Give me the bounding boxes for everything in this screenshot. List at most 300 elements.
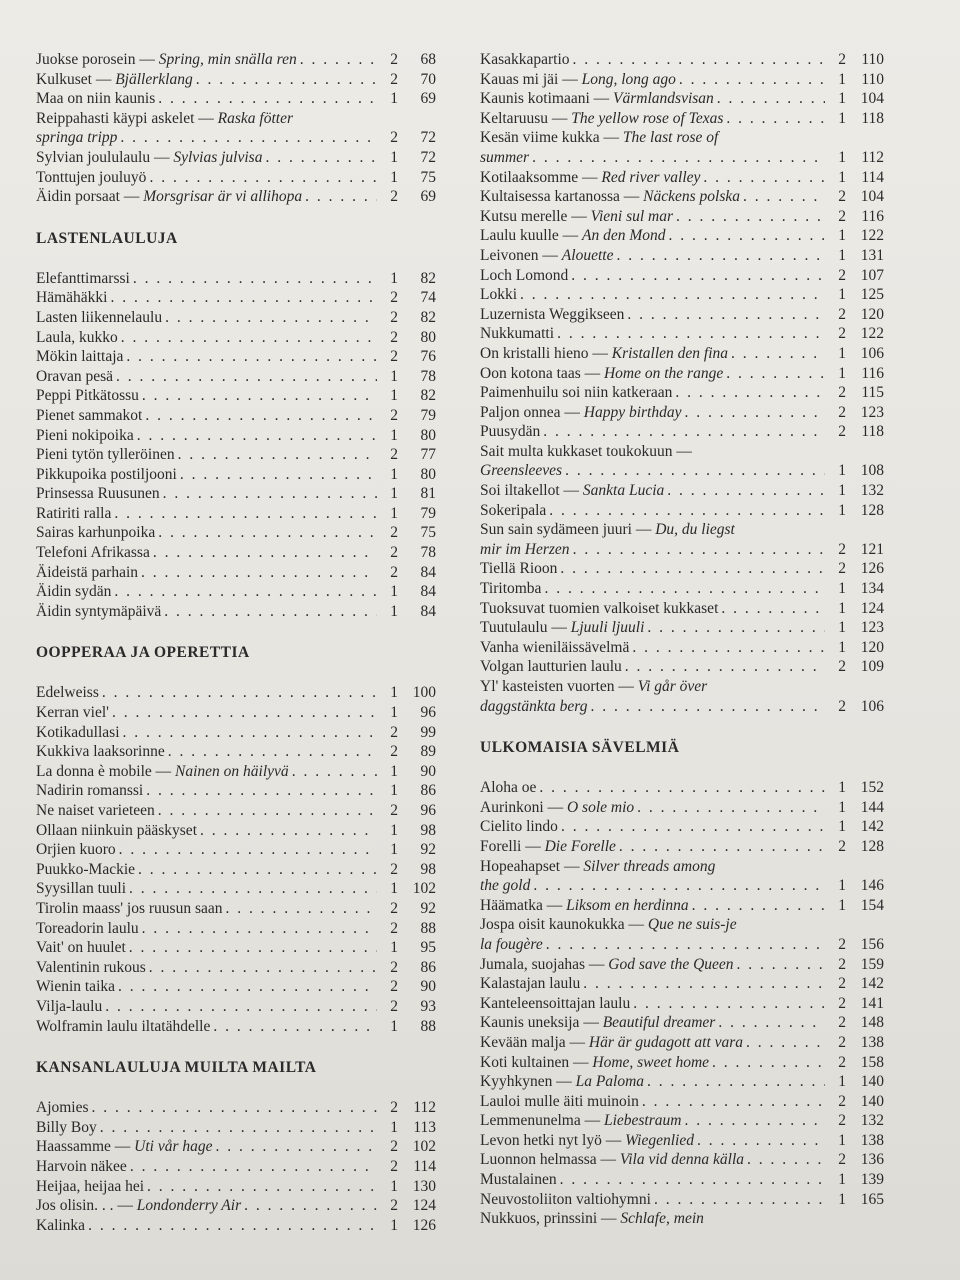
entry-title (36, 386, 139, 406)
page-number: 92 (420, 841, 436, 859)
page-number: 124 (412, 1197, 436, 1215)
page-number: 78 (420, 544, 436, 562)
dot-leader (200, 821, 377, 841)
page-number: 118 (861, 423, 884, 441)
title-original: Schlafe, mein (620, 1210, 704, 1228)
page-number: 86 (420, 782, 436, 800)
title-finnish: Tuoksuvat tuomien valkoiset kukkaset (480, 599, 719, 617)
section-heading: OOPPERAA JA OPERETTIA (36, 644, 250, 662)
index-entry (480, 70, 884, 90)
title-finnish: Kaunis kotimaani (480, 90, 590, 108)
volume-number: 1 (390, 821, 398, 839)
page-number: 122 (860, 227, 884, 245)
entry-title (36, 899, 223, 919)
volume-number: 1 (390, 367, 398, 385)
title-finnish: Sun sain sydämeen juuri (480, 521, 632, 539)
title-finnish: Wienin taika (36, 978, 115, 996)
entry-title (480, 579, 541, 599)
index-entry (480, 697, 884, 717)
dot-leader (633, 994, 825, 1014)
page-number: 84 (420, 563, 436, 581)
title-finnish: Jos olisin. . . (36, 1197, 114, 1215)
entry-title (36, 821, 197, 841)
dot-leader (141, 563, 377, 583)
title-finnish: Heijaa, heijaa hei (36, 1177, 145, 1195)
volume-number: 2 (838, 935, 846, 953)
dot-leader (129, 879, 377, 899)
title-finnish: Puukko-Mackie (36, 860, 136, 878)
dot-leader (718, 1013, 825, 1033)
index-entry (480, 89, 884, 109)
index-entry-continued (480, 128, 884, 148)
page-number: 125 (860, 286, 884, 304)
title-finnish: Oon kotona taas (480, 364, 581, 382)
volume-number: 1 (390, 782, 398, 800)
title-finnish: Kotikadullasi (36, 723, 120, 741)
right-column (480, 50, 884, 1229)
volume-number: 2 (838, 1053, 846, 1071)
entry-title (480, 994, 630, 1014)
title-original: Alouette (561, 246, 614, 264)
title-finnish: Kulkuset (36, 70, 92, 88)
index-entry (36, 879, 436, 899)
volume-number: 1 (838, 482, 846, 500)
index-entry (480, 1150, 884, 1170)
entry-title (36, 879, 126, 899)
volume-number: 2 (390, 70, 398, 88)
title-finnish: Valentinin rukous (36, 958, 146, 976)
dot-leader (737, 955, 825, 975)
volume-number: 1 (390, 684, 398, 702)
volume-number: 2 (838, 994, 846, 1012)
entry-title (36, 465, 177, 485)
page-number: 72 (420, 148, 436, 166)
entry-title (480, 876, 530, 896)
entry-title (36, 347, 123, 367)
entry-title (36, 563, 138, 583)
title-original: Bjällerklang (115, 70, 193, 88)
index-entry (480, 207, 884, 227)
page-number: 98 (420, 860, 436, 878)
volume-number: 1 (838, 638, 846, 656)
volume-number: 1 (838, 877, 846, 895)
title-finnish: Tonttujen jouluyö (36, 168, 147, 186)
index-entry (36, 187, 436, 207)
volume-number: 2 (390, 723, 398, 741)
page-number: 130 (412, 1177, 436, 1195)
entry-title: Levon hetki nyt lyö — Wiegenlied (480, 1131, 694, 1149)
page-number: 132 (860, 1112, 884, 1130)
index-entry (36, 821, 436, 841)
section-heading: KANSANLAULUJA MUILTA MAILTA (36, 1059, 317, 1077)
entry-title: Jospa oisit kaunokukka — Que ne suis-je (480, 916, 737, 934)
dot-leader (632, 638, 825, 658)
title-finnish: Paimenhuilu soi niin katkeraan (480, 384, 673, 402)
index-entry (480, 383, 884, 403)
index-entry (480, 798, 884, 818)
dot-leader (130, 1157, 377, 1177)
title-finnish: Tiellä Rioon (480, 560, 558, 578)
dot-leader (561, 817, 825, 837)
title-finnish: Oravan pesä (36, 367, 114, 385)
page-number: 108 (860, 462, 884, 480)
title-finnish: Kyyhkynen (480, 1073, 553, 1091)
dot-leader (137, 426, 377, 446)
page-number: 152 (860, 779, 884, 797)
volume-number: 2 (390, 406, 398, 424)
page-number: 110 (861, 70, 884, 88)
dot-leader (158, 89, 377, 109)
title-finnish: Harvoin näkee (36, 1157, 127, 1175)
title-finnish: Tuutulaulu (480, 619, 548, 637)
title-finnish: Vanha wieniläissävelmä (480, 638, 630, 656)
volume-number: 1 (838, 168, 846, 186)
index-entry (36, 582, 436, 602)
page-number: 121 (860, 540, 884, 558)
dot-leader (591, 697, 826, 717)
title-finnish: Puusydän (480, 423, 541, 441)
entry-title (480, 1190, 651, 1210)
entry-title (36, 484, 160, 504)
index-entry (480, 1013, 884, 1033)
dot-leader (747, 1150, 825, 1170)
index-entry (480, 994, 884, 1014)
index-entry-continued (480, 915, 884, 935)
entry-title (480, 817, 558, 837)
dot-leader (158, 523, 377, 543)
title-finnish: Jospa oisit kaunokukka (480, 916, 625, 934)
index-entry (480, 1072, 884, 1092)
entry-title: Forelli — Die Forelle (480, 837, 616, 855)
entry-title (36, 367, 113, 387)
index-entry (36, 445, 436, 465)
volume-number: 2 (838, 207, 846, 225)
title-original: Vi går över (637, 678, 708, 695)
volume-number: 2 (390, 328, 398, 346)
dot-leader (196, 70, 377, 90)
title-finnish: Yl' kasteisten vuorten (480, 678, 615, 695)
index-entry (36, 269, 436, 289)
dot-leader (544, 579, 825, 599)
dot-leader (684, 1111, 825, 1131)
volume-number: 1 (838, 501, 846, 519)
entry-title: Jos olisin. . . — Londonderry Air (36, 1197, 242, 1215)
title-original: Silver threads among (583, 857, 716, 875)
volume-number: 1 (390, 426, 398, 444)
index-entry (36, 504, 436, 524)
volume-number: 2 (390, 958, 398, 976)
volume-number: 1 (838, 1073, 846, 1091)
page-number: 96 (420, 802, 436, 819)
volume-number: 2 (390, 348, 398, 366)
title-finnish: Peppi Pitkätossu (36, 387, 139, 405)
volume-number: 1 (390, 1177, 398, 1195)
entry-title (36, 801, 155, 821)
volume-number: 1 (390, 1017, 398, 1035)
entry-title (36, 840, 116, 860)
entry-title (36, 328, 118, 348)
title-finnish: Soi iltakellot (480, 482, 560, 500)
title-finnish: Toreadorin laulu (36, 919, 139, 937)
index-entry (480, 109, 884, 129)
dot-leader (717, 89, 825, 109)
entry-title: Kulkuset — Bjällerklang (36, 70, 193, 88)
index-entry (480, 324, 884, 344)
title-original: Beautiful dreamer (602, 1014, 716, 1032)
dot-leader (305, 187, 377, 207)
volume-number: 2 (390, 978, 398, 996)
entry-title (36, 1017, 210, 1037)
volume-number: 2 (390, 308, 398, 326)
page-number: 98 (420, 821, 436, 839)
entry-title: Paljon onnea — Happy birthday (480, 403, 682, 421)
entry-title: Laulu kuulle — An den Mond (480, 227, 666, 245)
page-number: 148 (860, 1014, 884, 1032)
title-finnish: Neuvostoliiton valtiohymni (480, 1190, 651, 1208)
title-finnish: Kanteleensoittajan laulu (480, 994, 631, 1012)
page-number: 132 (860, 482, 884, 500)
dot-leader (557, 324, 825, 344)
volume-number: 1 (390, 1118, 398, 1136)
volume-number: 2 (838, 540, 846, 558)
dot-leader (133, 269, 377, 289)
dot-leader (746, 1033, 825, 1053)
title-original: springa tripp (36, 129, 118, 147)
index-entry (480, 1111, 884, 1131)
title-original: Red river valley (601, 168, 701, 186)
entry-title (36, 958, 146, 978)
title-finnish: Sait multa kukkaset toukokuun (480, 442, 673, 460)
title-finnish: Telefoni Afrikassa (36, 544, 150, 562)
entry-title (480, 778, 536, 798)
title-finnish: Cielito lindo (480, 818, 558, 836)
index-entry (36, 484, 436, 504)
entry-title: On kristalli hieno — Kristallen den fina (480, 344, 728, 362)
volume-number: 1 (838, 462, 846, 480)
page-number: 116 (861, 207, 884, 225)
volume-number: 2 (390, 1099, 398, 1117)
dot-leader (178, 445, 377, 465)
index-entry (36, 89, 436, 109)
page-number: 134 (860, 580, 884, 598)
index-entry (36, 347, 436, 367)
dot-leader (546, 935, 825, 955)
entry-title (480, 383, 672, 403)
title-original: La Paloma (575, 1073, 645, 1091)
volume-number: 2 (390, 446, 398, 464)
volume-number: 2 (838, 188, 846, 206)
dot-leader (149, 168, 377, 188)
volume-number: 1 (390, 602, 398, 620)
page-number: 106 (860, 344, 884, 362)
dot-leader (697, 1131, 825, 1151)
dot-leader (120, 128, 377, 148)
page-number: 159 (860, 955, 884, 973)
volume-number: 2 (390, 860, 398, 878)
page-number: 154 (860, 896, 884, 914)
title-finnish: Lemmenunelma (480, 1112, 581, 1130)
entry-title: Leivonen — Alouette (480, 246, 614, 264)
index-entry (480, 364, 884, 384)
dot-leader (684, 403, 825, 423)
title-original: Happy birthday (583, 403, 682, 421)
title-finnish: Äidin sydän (36, 583, 112, 601)
index-entry (36, 543, 436, 563)
page-number: 68 (420, 51, 436, 68)
page-number: 104 (860, 188, 884, 206)
entry-title: Äidin porsaat — Morsgrisar är vi allihopa (36, 188, 303, 206)
title-finnish: Paljon onnea (480, 403, 561, 421)
page-number: 116 (861, 364, 884, 382)
title-finnish: Pikkupoika postiljooni (36, 465, 177, 483)
title-finnish: Leivonen (480, 246, 539, 264)
dot-leader (571, 266, 825, 286)
dot-leader (146, 781, 377, 801)
title-finnish: Vait' on huulet (36, 939, 126, 957)
index-entry (36, 523, 436, 543)
page-number: 77 (420, 446, 436, 464)
title-original: The yellow rose of Texas (571, 109, 724, 127)
title-original: Spring, min snälla ren (158, 51, 297, 68)
entry-title (480, 305, 624, 325)
index-entry (480, 1092, 884, 1112)
title-original: Värmlandsvisan (613, 90, 714, 108)
title-finnish: Sylvian joululaulu (36, 148, 151, 166)
title-finnish: Pienet sammakot (36, 406, 143, 424)
page-number: 95 (420, 939, 436, 957)
entry-title (36, 977, 115, 997)
page-number: 138 (860, 1131, 884, 1149)
page-number: 88 (420, 919, 436, 937)
entry-title (480, 501, 546, 521)
dot-leader (116, 367, 377, 387)
volume-number: 1 (838, 1171, 846, 1189)
title-finnish: Hämähäkki (36, 289, 108, 307)
title-finnish: Levon hetki nyt lyö (480, 1131, 602, 1149)
volume-number: 1 (390, 148, 398, 166)
title-original: Liksom en herdinna (566, 896, 689, 914)
volume-number: 1 (838, 1190, 846, 1208)
title-finnish: Ollaan niinkuin pääskyset (36, 821, 197, 839)
page-number: 76 (420, 348, 436, 366)
index-entry (36, 70, 436, 90)
title-original: Näckens polska (643, 188, 741, 206)
page-number: 92 (420, 899, 436, 917)
volume-number: 2 (838, 423, 846, 441)
volume-number: 1 (838, 246, 846, 264)
index-entry (480, 501, 884, 521)
entry-title (36, 504, 111, 524)
entry-title (480, 559, 557, 579)
page-number: 115 (861, 384, 884, 402)
entry-title (36, 938, 126, 958)
title-finnish: Aurinkoni (480, 798, 544, 816)
volume-number: 2 (838, 1092, 846, 1110)
entry-title (480, 1170, 557, 1190)
title-original: Nainen on häilyvä (175, 762, 289, 780)
page-number: 102 (412, 1138, 436, 1156)
title-original: Vieni sul mar (590, 207, 674, 225)
entry-title (36, 168, 146, 188)
title-finnish: Kukkiva laaksorinne (36, 743, 165, 761)
page-number: 122 (860, 325, 884, 343)
page-number: 138 (860, 1033, 884, 1051)
index-entry (480, 618, 884, 638)
volume-number: 2 (838, 325, 846, 343)
entry-title: Kaunis uneksija — Beautiful dreamer (480, 1014, 716, 1032)
dot-leader (692, 896, 825, 916)
dot-leader (669, 226, 825, 246)
page-number: 126 (412, 1216, 436, 1234)
entry-title (36, 1157, 127, 1177)
title-original: daggstänkta berg (480, 697, 588, 715)
volume-number: 1 (390, 168, 398, 186)
volume-number: 1 (390, 939, 398, 957)
title-finnish: Kevään malja (480, 1033, 566, 1051)
index-entry (36, 860, 436, 880)
title-original: Morsgrisar är vi allihopa (143, 188, 303, 206)
page-number: 81 (420, 485, 436, 503)
entry-title (36, 89, 155, 109)
title-finnish: Äidin porsaat (36, 188, 120, 206)
entry-title: Kesän viime kukka — The last rose of (480, 129, 719, 147)
page-number: 141 (860, 994, 884, 1012)
volume-number: 1 (838, 1131, 846, 1149)
volume-number: 2 (838, 658, 846, 676)
page-number: 126 (860, 560, 884, 578)
title-finnish: Maa on niin kaunis (36, 90, 156, 108)
volume-number: 1 (838, 798, 846, 816)
title-original: Ljuuli ljuuli (570, 619, 645, 637)
title-finnish: Pieni nokipoika (36, 426, 134, 444)
page-number: 120 (860, 305, 884, 323)
title-finnish: Sairas karhunpoika (36, 524, 156, 542)
volume-number: 1 (390, 704, 398, 722)
index-entry (36, 1118, 436, 1138)
title-finnish: Äideistä parhain (36, 563, 139, 581)
page-number: 124 (860, 599, 884, 617)
index-entry (36, 602, 436, 622)
volume-number: 1 (838, 286, 846, 304)
volume-number: 1 (838, 227, 846, 245)
title-finnish: Tiritomba (480, 580, 542, 598)
dot-leader (703, 168, 825, 188)
title-finnish: Jumala, suojahas (480, 955, 586, 973)
entry-title (480, 461, 562, 481)
volume-number: 2 (838, 955, 846, 973)
volume-number: 1 (838, 109, 846, 127)
volume-number: 2 (838, 305, 846, 323)
page-number: 136 (860, 1151, 884, 1169)
index-entry-continued (480, 857, 884, 877)
dot-leader (213, 1017, 377, 1037)
title-finnish: Ne naiset varieteen (36, 802, 155, 819)
title-finnish: Ajomies (36, 1099, 89, 1117)
index-entry (36, 723, 436, 743)
title-finnish: Lauloi mulle äiti muinoin (480, 1092, 639, 1110)
index-entry (36, 1137, 436, 1157)
page-number: 75 (420, 524, 436, 542)
entry-title (480, 697, 588, 717)
dot-leader (573, 50, 825, 70)
page-number: 120 (860, 638, 884, 656)
entry-title: Haassamme — Uti vår hage (36, 1138, 213, 1156)
volume-number: 1 (838, 779, 846, 797)
index-entry (36, 465, 436, 485)
title-finnish: Syysillan tuuli (36, 880, 126, 898)
page-number: 82 (420, 269, 436, 287)
index-entry (480, 657, 884, 677)
